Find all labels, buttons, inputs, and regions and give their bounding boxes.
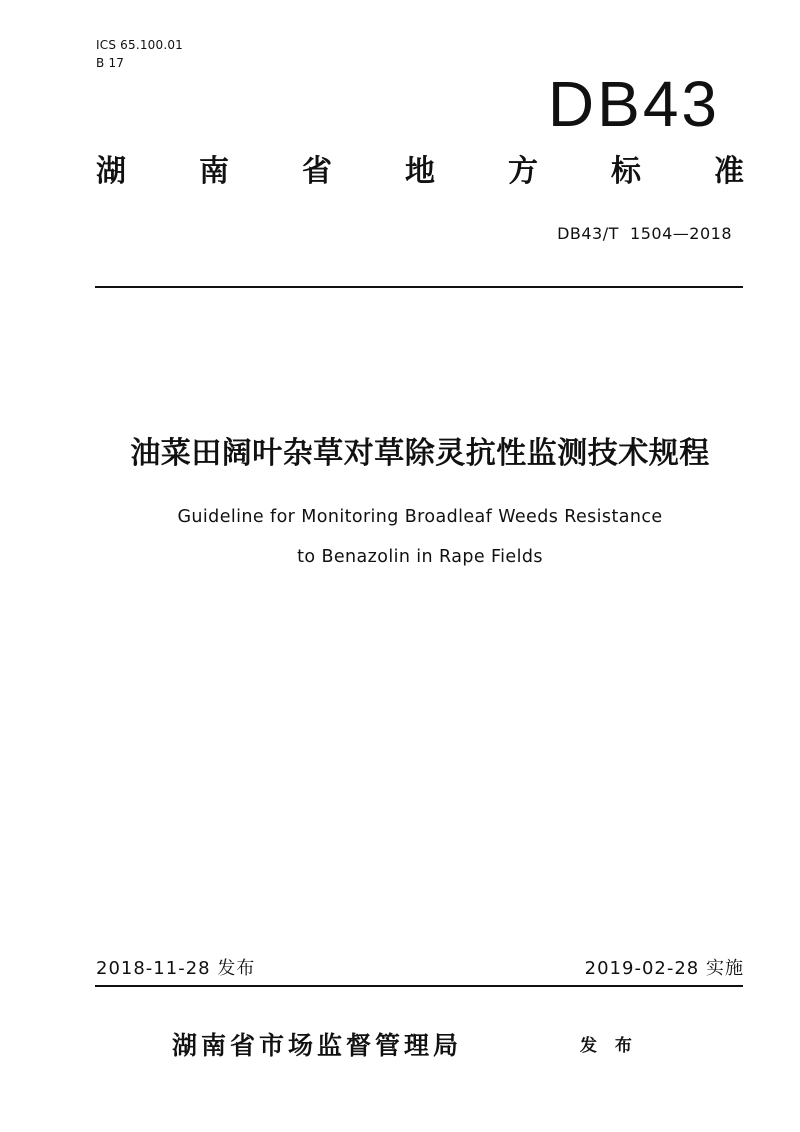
- classification-code: B 17: [96, 56, 125, 70]
- standard-type-char: 省: [302, 154, 332, 189]
- footer-divider: [95, 985, 743, 987]
- standard-type-heading: [96, 150, 744, 194]
- standard-type-char: 南: [199, 154, 229, 189]
- standard-type-char: 地: [405, 154, 435, 189]
- standard-type-char: 湖: [96, 154, 126, 189]
- document-title-english-line-1: Guideline for Monitoring Broadleaf Weeds Resistance: [177, 507, 663, 527]
- header-divider: [95, 286, 743, 288]
- standard-type-char: 准: [714, 154, 744, 189]
- issue-date: 2018-11-28 发布: [96, 958, 256, 979]
- document-title-chinese: 油菜田阔叶杂草对草除灵抗性监测技术规程: [130, 436, 710, 471]
- ics-code: ICS 65.100.01: [96, 38, 184, 52]
- implementation-date: 2019-02-28 实施: [584, 958, 744, 979]
- standard-type-char: 方: [508, 154, 538, 189]
- document-title-english-line-2: to Benazolin in Rape Fields: [297, 547, 543, 567]
- standard-number: DB43/T 1504—2018: [557, 224, 732, 243]
- standard-code-logo: DB43: [547, 68, 720, 140]
- publisher-name: 湖南省市场监督管理局: [172, 1031, 463, 1060]
- standard-type-char: 标: [611, 154, 641, 189]
- publish-label: 发 布: [580, 1036, 638, 1056]
